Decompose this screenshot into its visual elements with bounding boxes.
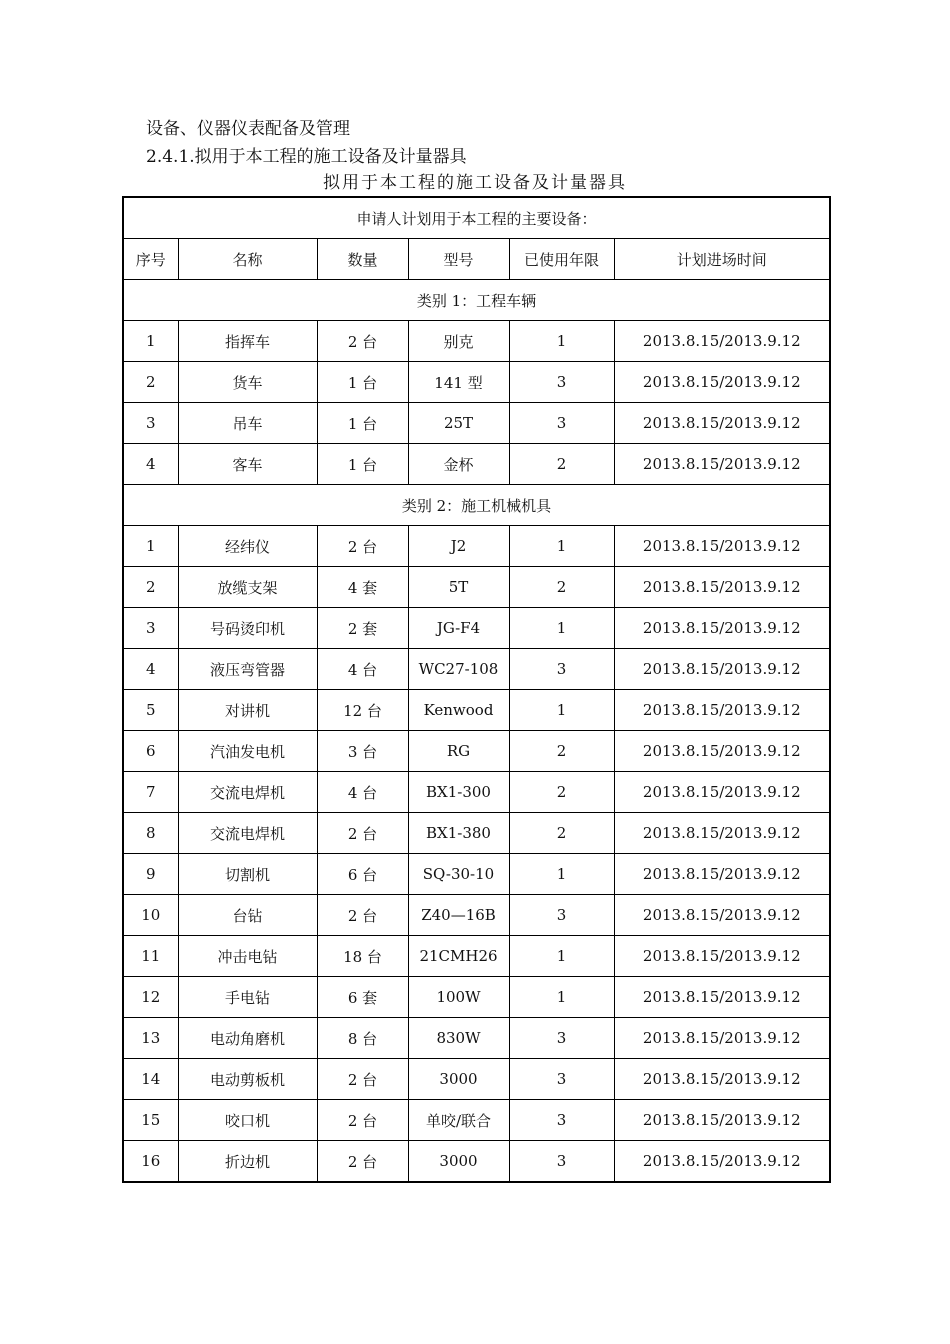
cell-years-used: 1 [509, 608, 614, 649]
table-row [123, 854, 830, 895]
cell-index: 13 [123, 1018, 178, 1059]
table-caption: 拟用于本工程的施工设备及计量器具 [323, 173, 627, 193]
cell-quantity: 4 台 [317, 649, 408, 690]
cell-arrival-time: 2013.8.15/2013.9.12 [614, 567, 830, 608]
header-index: 序号 [123, 239, 178, 280]
table-row [123, 608, 830, 649]
cell-name: 吊车 [178, 403, 317, 444]
cell-arrival-time: 2013.8.15/2013.9.12 [614, 895, 830, 936]
table-row [123, 362, 830, 403]
cell-arrival-time: 2013.8.15/2013.9.12 [614, 690, 830, 731]
category-row [123, 280, 830, 321]
cell-quantity: 3 台 [317, 731, 408, 772]
cell-quantity: 2 台 [317, 321, 408, 362]
cell-index: 8 [123, 813, 178, 854]
table-title-row [123, 197, 830, 239]
cell-name: 液压弯管器 [178, 649, 317, 690]
table-row [123, 567, 830, 608]
cell-quantity: 6 台 [317, 854, 408, 895]
table-row [123, 403, 830, 444]
category-row [123, 485, 830, 526]
cell-arrival-time: 2013.8.15/2013.9.12 [614, 1059, 830, 1100]
cell-index: 16 [123, 1141, 178, 1183]
table-row [123, 895, 830, 936]
cell-index: 1 [123, 321, 178, 362]
cell-model: 5T [408, 567, 509, 608]
cell-name: 指挥车 [178, 321, 317, 362]
cell-quantity: 6 套 [317, 977, 408, 1018]
cell-index: 4 [123, 444, 178, 485]
cell-years-used: 3 [509, 1141, 614, 1183]
cell-model: JG-F4 [408, 608, 509, 649]
cell-quantity: 2 台 [317, 895, 408, 936]
cell-model: Z40—16B [408, 895, 509, 936]
table-row [123, 1059, 830, 1100]
cell-index: 3 [123, 608, 178, 649]
cell-name: 手电钻 [178, 977, 317, 1018]
subsection-heading: 2.4.1.拟用于本工程的施工设备及计量器具 [146, 147, 467, 167]
cell-model: 25T [408, 403, 509, 444]
cell-years-used: 1 [509, 321, 614, 362]
cell-years-used: 2 [509, 567, 614, 608]
cell-quantity: 2 套 [317, 608, 408, 649]
cell-quantity: 2 台 [317, 1141, 408, 1183]
table-header-row [123, 239, 830, 280]
cell-arrival-time: 2013.8.15/2013.9.12 [614, 608, 830, 649]
cell-arrival-time: 2013.8.15/2013.9.12 [614, 731, 830, 772]
cell-model: 100W [408, 977, 509, 1018]
cell-name: 电动角磨机 [178, 1018, 317, 1059]
cell-name: 货车 [178, 362, 317, 403]
cell-model: 3000 [408, 1141, 509, 1183]
cell-years-used: 2 [509, 813, 614, 854]
cell-index: 10 [123, 895, 178, 936]
table-row [123, 690, 830, 731]
cell-quantity: 1 台 [317, 362, 408, 403]
cell-model: SQ-30-10 [408, 854, 509, 895]
cell-years-used: 3 [509, 362, 614, 403]
table-row [123, 1018, 830, 1059]
header-years-used: 已使用年限 [509, 239, 614, 280]
cell-name: 交流电焊机 [178, 772, 317, 813]
cell-arrival-time: 2013.8.15/2013.9.12 [614, 1018, 830, 1059]
cell-model: 21CMH26 [408, 936, 509, 977]
cell-model: 单咬/联合 [408, 1100, 509, 1141]
cell-quantity: 2 台 [317, 526, 408, 567]
cell-quantity: 18 台 [317, 936, 408, 977]
cell-years-used: 2 [509, 444, 614, 485]
cell-name: 号码烫印机 [178, 608, 317, 649]
section-heading: 设备、仪器仪表配备及管理 [146, 119, 350, 139]
cell-index: 2 [123, 362, 178, 403]
cell-index: 11 [123, 936, 178, 977]
cell-model: BX1-380 [408, 813, 509, 854]
cell-index: 6 [123, 731, 178, 772]
cell-quantity: 2 台 [317, 813, 408, 854]
cell-name: 交流电焊机 [178, 813, 317, 854]
cell-arrival-time: 2013.8.15/2013.9.12 [614, 1141, 830, 1183]
cell-model: WC27-108 [408, 649, 509, 690]
table-title: 申请人计划用于本工程的主要设备： [123, 197, 830, 239]
cell-name: 折边机 [178, 1141, 317, 1183]
cell-name: 冲击电钻 [178, 936, 317, 977]
cell-model: BX1-300 [408, 772, 509, 813]
cell-model: 141 型 [408, 362, 509, 403]
table-row [123, 977, 830, 1018]
cell-index: 7 [123, 772, 178, 813]
cell-years-used: 1 [509, 936, 614, 977]
table-row [123, 444, 830, 485]
cell-years-used: 3 [509, 649, 614, 690]
cell-arrival-time: 2013.8.15/2013.9.12 [614, 1100, 830, 1141]
cell-arrival-time: 2013.8.15/2013.9.12 [614, 936, 830, 977]
table-row [123, 649, 830, 690]
cell-arrival-time: 2013.8.15/2013.9.12 [614, 403, 830, 444]
equipment-table [122, 196, 831, 1183]
table-row [123, 1100, 830, 1141]
header-model: 型号 [408, 239, 509, 280]
cell-model: RG [408, 731, 509, 772]
cell-years-used: 2 [509, 731, 614, 772]
header-arrival-time: 计划进场时间 [614, 239, 830, 280]
cell-arrival-time: 2013.8.15/2013.9.12 [614, 813, 830, 854]
cell-index: 14 [123, 1059, 178, 1100]
table-row [123, 1141, 830, 1183]
table-row [123, 936, 830, 977]
cell-index: 5 [123, 690, 178, 731]
cell-years-used: 3 [509, 1059, 614, 1100]
cell-arrival-time: 2013.8.15/2013.9.12 [614, 854, 830, 895]
cell-name: 放缆支架 [178, 567, 317, 608]
cell-model: Kenwood [408, 690, 509, 731]
cell-name: 对讲机 [178, 690, 317, 731]
cell-name: 台钻 [178, 895, 317, 936]
cell-index: 2 [123, 567, 178, 608]
cell-name: 汽油发电机 [178, 731, 317, 772]
cell-index: 9 [123, 854, 178, 895]
cell-index: 1 [123, 526, 178, 567]
table-row [123, 321, 830, 362]
cell-quantity: 12 台 [317, 690, 408, 731]
table-row [123, 731, 830, 772]
cell-years-used: 1 [509, 977, 614, 1018]
header-name: 名称 [178, 239, 317, 280]
cell-model: 别克 [408, 321, 509, 362]
cell-name: 咬口机 [178, 1100, 317, 1141]
cell-years-used: 3 [509, 403, 614, 444]
header-quantity: 数量 [317, 239, 408, 280]
cell-years-used: 1 [509, 690, 614, 731]
cell-name: 电动剪板机 [178, 1059, 317, 1100]
cell-quantity: 1 台 [317, 403, 408, 444]
cell-index: 15 [123, 1100, 178, 1141]
cell-arrival-time: 2013.8.15/2013.9.12 [614, 526, 830, 567]
cell-name: 经纬仪 [178, 526, 317, 567]
cell-quantity: 4 套 [317, 567, 408, 608]
cell-model: 金杯 [408, 444, 509, 485]
cell-arrival-time: 2013.8.15/2013.9.12 [614, 362, 830, 403]
cell-arrival-time: 2013.8.15/2013.9.12 [614, 649, 830, 690]
cell-arrival-time: 2013.8.15/2013.9.12 [614, 444, 830, 485]
cell-arrival-time: 2013.8.15/2013.9.12 [614, 321, 830, 362]
table-row [123, 526, 830, 567]
cell-quantity: 8 台 [317, 1018, 408, 1059]
cell-name: 客车 [178, 444, 317, 485]
cell-name: 切割机 [178, 854, 317, 895]
cell-quantity: 2 台 [317, 1100, 408, 1141]
cell-years-used: 3 [509, 1018, 614, 1059]
cell-quantity: 2 台 [317, 1059, 408, 1100]
cell-arrival-time: 2013.8.15/2013.9.12 [614, 977, 830, 1018]
cell-years-used: 2 [509, 772, 614, 813]
cell-index: 12 [123, 977, 178, 1018]
cell-quantity: 4 台 [317, 772, 408, 813]
category-label: 类别 2：施工机械机具 [123, 485, 830, 526]
cell-years-used: 3 [509, 1100, 614, 1141]
cell-index: 3 [123, 403, 178, 444]
table-row [123, 813, 830, 854]
cell-arrival-time: 2013.8.15/2013.9.12 [614, 772, 830, 813]
cell-years-used: 1 [509, 526, 614, 567]
cell-model: J2 [408, 526, 509, 567]
table-row [123, 772, 830, 813]
cell-quantity: 1 台 [317, 444, 408, 485]
cell-years-used: 3 [509, 895, 614, 936]
cell-index: 4 [123, 649, 178, 690]
cell-years-used: 1 [509, 854, 614, 895]
cell-model: 830W [408, 1018, 509, 1059]
category-label: 类别 1：工程车辆 [123, 280, 830, 321]
cell-model: 3000 [408, 1059, 509, 1100]
